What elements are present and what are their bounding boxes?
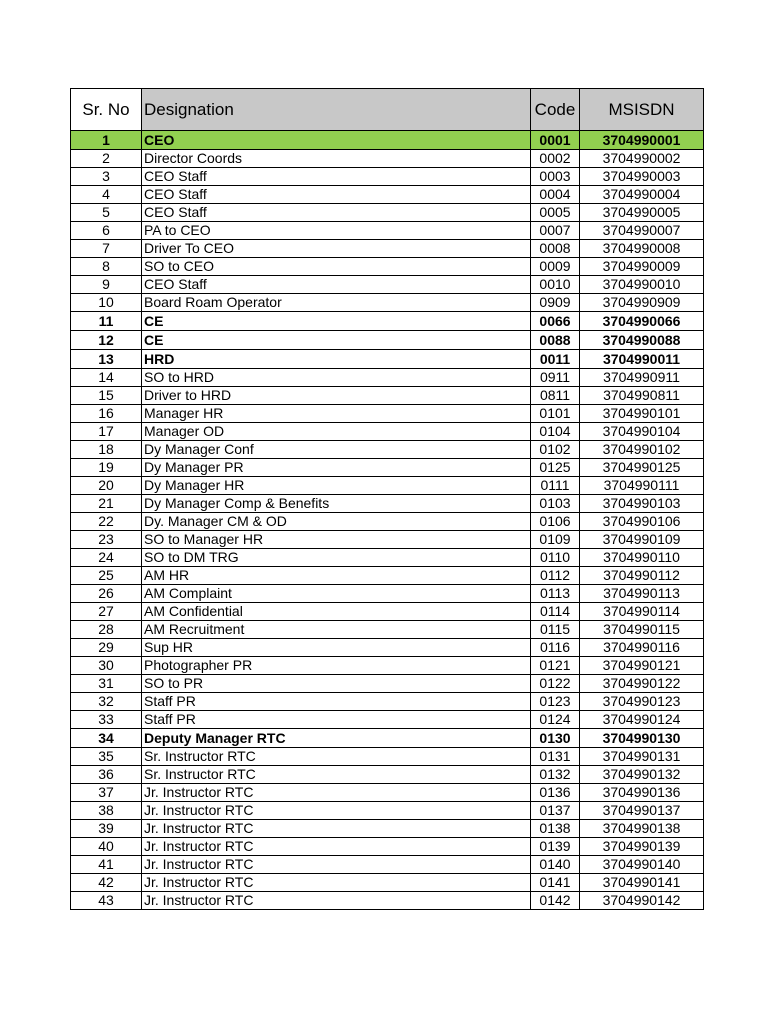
cell-msisdn: 3704990007 (580, 222, 704, 240)
table-row (71, 495, 704, 513)
cell-designation: Dy Manager PR (142, 459, 531, 477)
table-row (71, 276, 704, 294)
cell-designation: Staff PR (142, 693, 531, 711)
cell-msisdn: 3704990004 (580, 186, 704, 204)
cell-msisdn: 3704990121 (580, 657, 704, 675)
cell-sr-no: 38 (71, 802, 142, 820)
cell-code: 0010 (531, 276, 580, 294)
cell-code: 0007 (531, 222, 580, 240)
cell-code: 0066 (531, 312, 580, 331)
cell-sr-no: 21 (71, 495, 142, 513)
cell-code: 0140 (531, 856, 580, 874)
cell-code: 0110 (531, 549, 580, 567)
table-row (71, 784, 704, 802)
cell-sr-no: 3 (71, 168, 142, 186)
table-row (71, 657, 704, 675)
cell-msisdn: 3704990008 (580, 240, 704, 258)
designation-table (70, 88, 704, 910)
cell-sr-no: 32 (71, 693, 142, 711)
cell-code: 0124 (531, 711, 580, 729)
cell-designation: HRD (142, 350, 531, 369)
cell-designation: CEO Staff (142, 276, 531, 294)
table-row (71, 240, 704, 258)
cell-msisdn: 3704990002 (580, 150, 704, 168)
cell-sr-no: 23 (71, 531, 142, 549)
cell-msisdn: 3704990102 (580, 441, 704, 459)
cell-msisdn: 3704990140 (580, 856, 704, 874)
cell-sr-no: 6 (71, 222, 142, 240)
cell-msisdn: 3704990114 (580, 603, 704, 621)
cell-sr-no: 26 (71, 585, 142, 603)
cell-msisdn: 3704990005 (580, 204, 704, 222)
cell-designation: Jr. Instructor RTC (142, 802, 531, 820)
cell-code: 0109 (531, 531, 580, 549)
cell-msisdn: 3704990131 (580, 748, 704, 766)
table-row (71, 675, 704, 693)
cell-code: 0101 (531, 405, 580, 423)
table-row (71, 294, 704, 312)
table-row (71, 369, 704, 387)
cell-msisdn: 3704990130 (580, 729, 704, 748)
cell-designation: SO to CEO (142, 258, 531, 276)
cell-msisdn: 3704990138 (580, 820, 704, 838)
cell-sr-no: 11 (71, 312, 142, 331)
table-row (71, 441, 704, 459)
cell-designation: AM Recruitment (142, 621, 531, 639)
cell-code: 0011 (531, 350, 580, 369)
cell-code: 0113 (531, 585, 580, 603)
cell-sr-no: 22 (71, 513, 142, 531)
cell-msisdn: 3704990011 (580, 350, 704, 369)
cell-designation: Jr. Instructor RTC (142, 820, 531, 838)
table-row (71, 729, 704, 748)
cell-msisdn: 3704990811 (580, 387, 704, 405)
cell-code: 0125 (531, 459, 580, 477)
cell-designation: Driver To CEO (142, 240, 531, 258)
cell-msisdn: 3704990137 (580, 802, 704, 820)
cell-sr-no: 14 (71, 369, 142, 387)
cell-code: 0112 (531, 567, 580, 585)
cell-sr-no: 29 (71, 639, 142, 657)
cell-sr-no: 19 (71, 459, 142, 477)
cell-sr-no: 4 (71, 186, 142, 204)
cell-code: 0004 (531, 186, 580, 204)
cell-msisdn: 3704990009 (580, 258, 704, 276)
cell-msisdn: 3704990113 (580, 585, 704, 603)
cell-sr-no: 7 (71, 240, 142, 258)
table-row (71, 477, 704, 495)
table-row (71, 531, 704, 549)
cell-designation: Jr. Instructor RTC (142, 838, 531, 856)
table-row (71, 131, 704, 150)
cell-sr-no: 20 (71, 477, 142, 495)
cell-designation: CEO Staff (142, 186, 531, 204)
cell-code: 0114 (531, 603, 580, 621)
cell-sr-no: 15 (71, 387, 142, 405)
cell-code: 0106 (531, 513, 580, 531)
table-row (71, 350, 704, 369)
cell-code: 0137 (531, 802, 580, 820)
cell-designation: Dy Manager Conf (142, 441, 531, 459)
header-code: Code (531, 89, 580, 131)
cell-code: 0909 (531, 294, 580, 312)
cell-sr-no: 37 (71, 784, 142, 802)
cell-designation: Jr. Instructor RTC (142, 856, 531, 874)
cell-code: 0003 (531, 168, 580, 186)
cell-designation: CEO Staff (142, 168, 531, 186)
cell-code: 0008 (531, 240, 580, 258)
cell-sr-no: 28 (71, 621, 142, 639)
cell-msisdn: 3704990125 (580, 459, 704, 477)
cell-code: 0811 (531, 387, 580, 405)
cell-msisdn: 3704990101 (580, 405, 704, 423)
cell-sr-no: 41 (71, 856, 142, 874)
cell-sr-no: 25 (71, 567, 142, 585)
cell-designation: Sr. Instructor RTC (142, 748, 531, 766)
table-row (71, 748, 704, 766)
cell-sr-no: 17 (71, 423, 142, 441)
cell-sr-no: 2 (71, 150, 142, 168)
cell-designation: Manager OD (142, 423, 531, 441)
cell-designation: CE (142, 331, 531, 350)
header-designation: Designation (142, 89, 531, 131)
cell-designation: Sr. Instructor RTC (142, 766, 531, 784)
cell-msisdn: 3704990132 (580, 766, 704, 784)
cell-designation: SO to PR (142, 675, 531, 693)
table-row (71, 222, 704, 240)
cell-code: 0142 (531, 892, 580, 910)
cell-sr-no: 43 (71, 892, 142, 910)
cell-designation: PA to CEO (142, 222, 531, 240)
cell-code: 0132 (531, 766, 580, 784)
cell-designation: Jr. Instructor RTC (142, 784, 531, 802)
table-row (71, 387, 704, 405)
cell-msisdn: 3704990116 (580, 639, 704, 657)
cell-code: 0005 (531, 204, 580, 222)
table-row (71, 639, 704, 657)
table-row (71, 459, 704, 477)
table-row (71, 585, 704, 603)
cell-code: 0103 (531, 495, 580, 513)
cell-msisdn: 3704990003 (580, 168, 704, 186)
table-row (71, 874, 704, 892)
cell-code: 0123 (531, 693, 580, 711)
table-row (71, 312, 704, 331)
cell-code: 0116 (531, 639, 580, 657)
cell-designation: Jr. Instructor RTC (142, 892, 531, 910)
cell-designation: Director Coords (142, 150, 531, 168)
table-row (71, 766, 704, 784)
cell-msisdn: 3704990001 (580, 131, 704, 150)
cell-designation: Board Roam Operator (142, 294, 531, 312)
cell-sr-no: 40 (71, 838, 142, 856)
cell-designation: Deputy Manager RTC (142, 729, 531, 748)
cell-msisdn: 3704990123 (580, 693, 704, 711)
cell-code: 0138 (531, 820, 580, 838)
cell-code: 0139 (531, 838, 580, 856)
cell-sr-no: 24 (71, 549, 142, 567)
cell-code: 0121 (531, 657, 580, 675)
table-row (71, 549, 704, 567)
cell-msisdn: 3704990909 (580, 294, 704, 312)
cell-designation: CE (142, 312, 531, 331)
cell-code: 0001 (531, 131, 580, 150)
table-body (71, 131, 704, 910)
cell-designation: Jr. Instructor RTC (142, 874, 531, 892)
table-row (71, 892, 704, 910)
cell-sr-no: 36 (71, 766, 142, 784)
table-row (71, 186, 704, 204)
header-sr-no: Sr. No (71, 89, 142, 131)
cell-sr-no: 31 (71, 675, 142, 693)
table-row (71, 405, 704, 423)
cell-msisdn: 3704990124 (580, 711, 704, 729)
cell-designation: CEO (142, 131, 531, 150)
table-header-row (71, 89, 704, 131)
cell-designation: Staff PR (142, 711, 531, 729)
header-msisdn: MSISDN (580, 89, 704, 131)
cell-code: 0911 (531, 369, 580, 387)
cell-code: 0111 (531, 477, 580, 495)
cell-msisdn: 3704990103 (580, 495, 704, 513)
table-row (71, 567, 704, 585)
cell-msisdn: 3704990088 (580, 331, 704, 350)
cell-sr-no: 12 (71, 331, 142, 350)
cell-designation: Dy. Manager CM & OD (142, 513, 531, 531)
cell-sr-no: 8 (71, 258, 142, 276)
cell-msisdn: 3704990104 (580, 423, 704, 441)
cell-msisdn: 3704990142 (580, 892, 704, 910)
cell-sr-no: 27 (71, 603, 142, 621)
cell-designation: Sup HR (142, 639, 531, 657)
cell-sr-no: 5 (71, 204, 142, 222)
cell-code: 0002 (531, 150, 580, 168)
table-row (71, 603, 704, 621)
cell-msisdn: 3704990141 (580, 874, 704, 892)
cell-msisdn: 3704990010 (580, 276, 704, 294)
cell-msisdn: 3704990106 (580, 513, 704, 531)
table-row (71, 856, 704, 874)
table-row (71, 331, 704, 350)
table-row (71, 820, 704, 838)
cell-code: 0115 (531, 621, 580, 639)
table-row (71, 621, 704, 639)
cell-designation: Driver to HRD (142, 387, 531, 405)
cell-sr-no: 42 (71, 874, 142, 892)
cell-code: 0131 (531, 748, 580, 766)
cell-code: 0136 (531, 784, 580, 802)
table-row (71, 423, 704, 441)
cell-designation: CEO Staff (142, 204, 531, 222)
cell-sr-no: 34 (71, 729, 142, 748)
cell-code: 0141 (531, 874, 580, 892)
table-row (71, 204, 704, 222)
cell-msisdn: 3704990911 (580, 369, 704, 387)
cell-designation: Photographer PR (142, 657, 531, 675)
cell-sr-no: 1 (71, 131, 142, 150)
cell-msisdn: 3704990109 (580, 531, 704, 549)
table-row (71, 802, 704, 820)
cell-designation: AM Confidential (142, 603, 531, 621)
cell-msisdn: 3704990110 (580, 549, 704, 567)
cell-designation: SO to DM TRG (142, 549, 531, 567)
cell-sr-no: 33 (71, 711, 142, 729)
table-row (71, 693, 704, 711)
cell-designation: AM Complaint (142, 585, 531, 603)
cell-msisdn: 3704990066 (580, 312, 704, 331)
cell-msisdn: 3704990112 (580, 567, 704, 585)
table-row (71, 168, 704, 186)
table-row (71, 150, 704, 168)
cell-sr-no: 35 (71, 748, 142, 766)
cell-designation: SO to Manager HR (142, 531, 531, 549)
cell-code: 0088 (531, 331, 580, 350)
cell-sr-no: 18 (71, 441, 142, 459)
cell-designation: Dy Manager Comp & Benefits (142, 495, 531, 513)
cell-code: 0122 (531, 675, 580, 693)
table-row (71, 513, 704, 531)
cell-designation: SO to HRD (142, 369, 531, 387)
cell-code: 0009 (531, 258, 580, 276)
cell-msisdn: 3704990111 (580, 477, 704, 495)
table-row (71, 258, 704, 276)
cell-msisdn: 3704990139 (580, 838, 704, 856)
cell-code: 0102 (531, 441, 580, 459)
cell-sr-no: 9 (71, 276, 142, 294)
cell-designation: Manager HR (142, 405, 531, 423)
cell-sr-no: 30 (71, 657, 142, 675)
cell-sr-no: 16 (71, 405, 142, 423)
cell-sr-no: 10 (71, 294, 142, 312)
cell-designation: Dy Manager HR (142, 477, 531, 495)
table-row (71, 711, 704, 729)
cell-code: 0104 (531, 423, 580, 441)
cell-msisdn: 3704990136 (580, 784, 704, 802)
cell-msisdn: 3704990122 (580, 675, 704, 693)
cell-msisdn: 3704990115 (580, 621, 704, 639)
table-row (71, 838, 704, 856)
cell-designation: AM HR (142, 567, 531, 585)
cell-sr-no: 39 (71, 820, 142, 838)
cell-code: 0130 (531, 729, 580, 748)
cell-sr-no: 13 (71, 350, 142, 369)
